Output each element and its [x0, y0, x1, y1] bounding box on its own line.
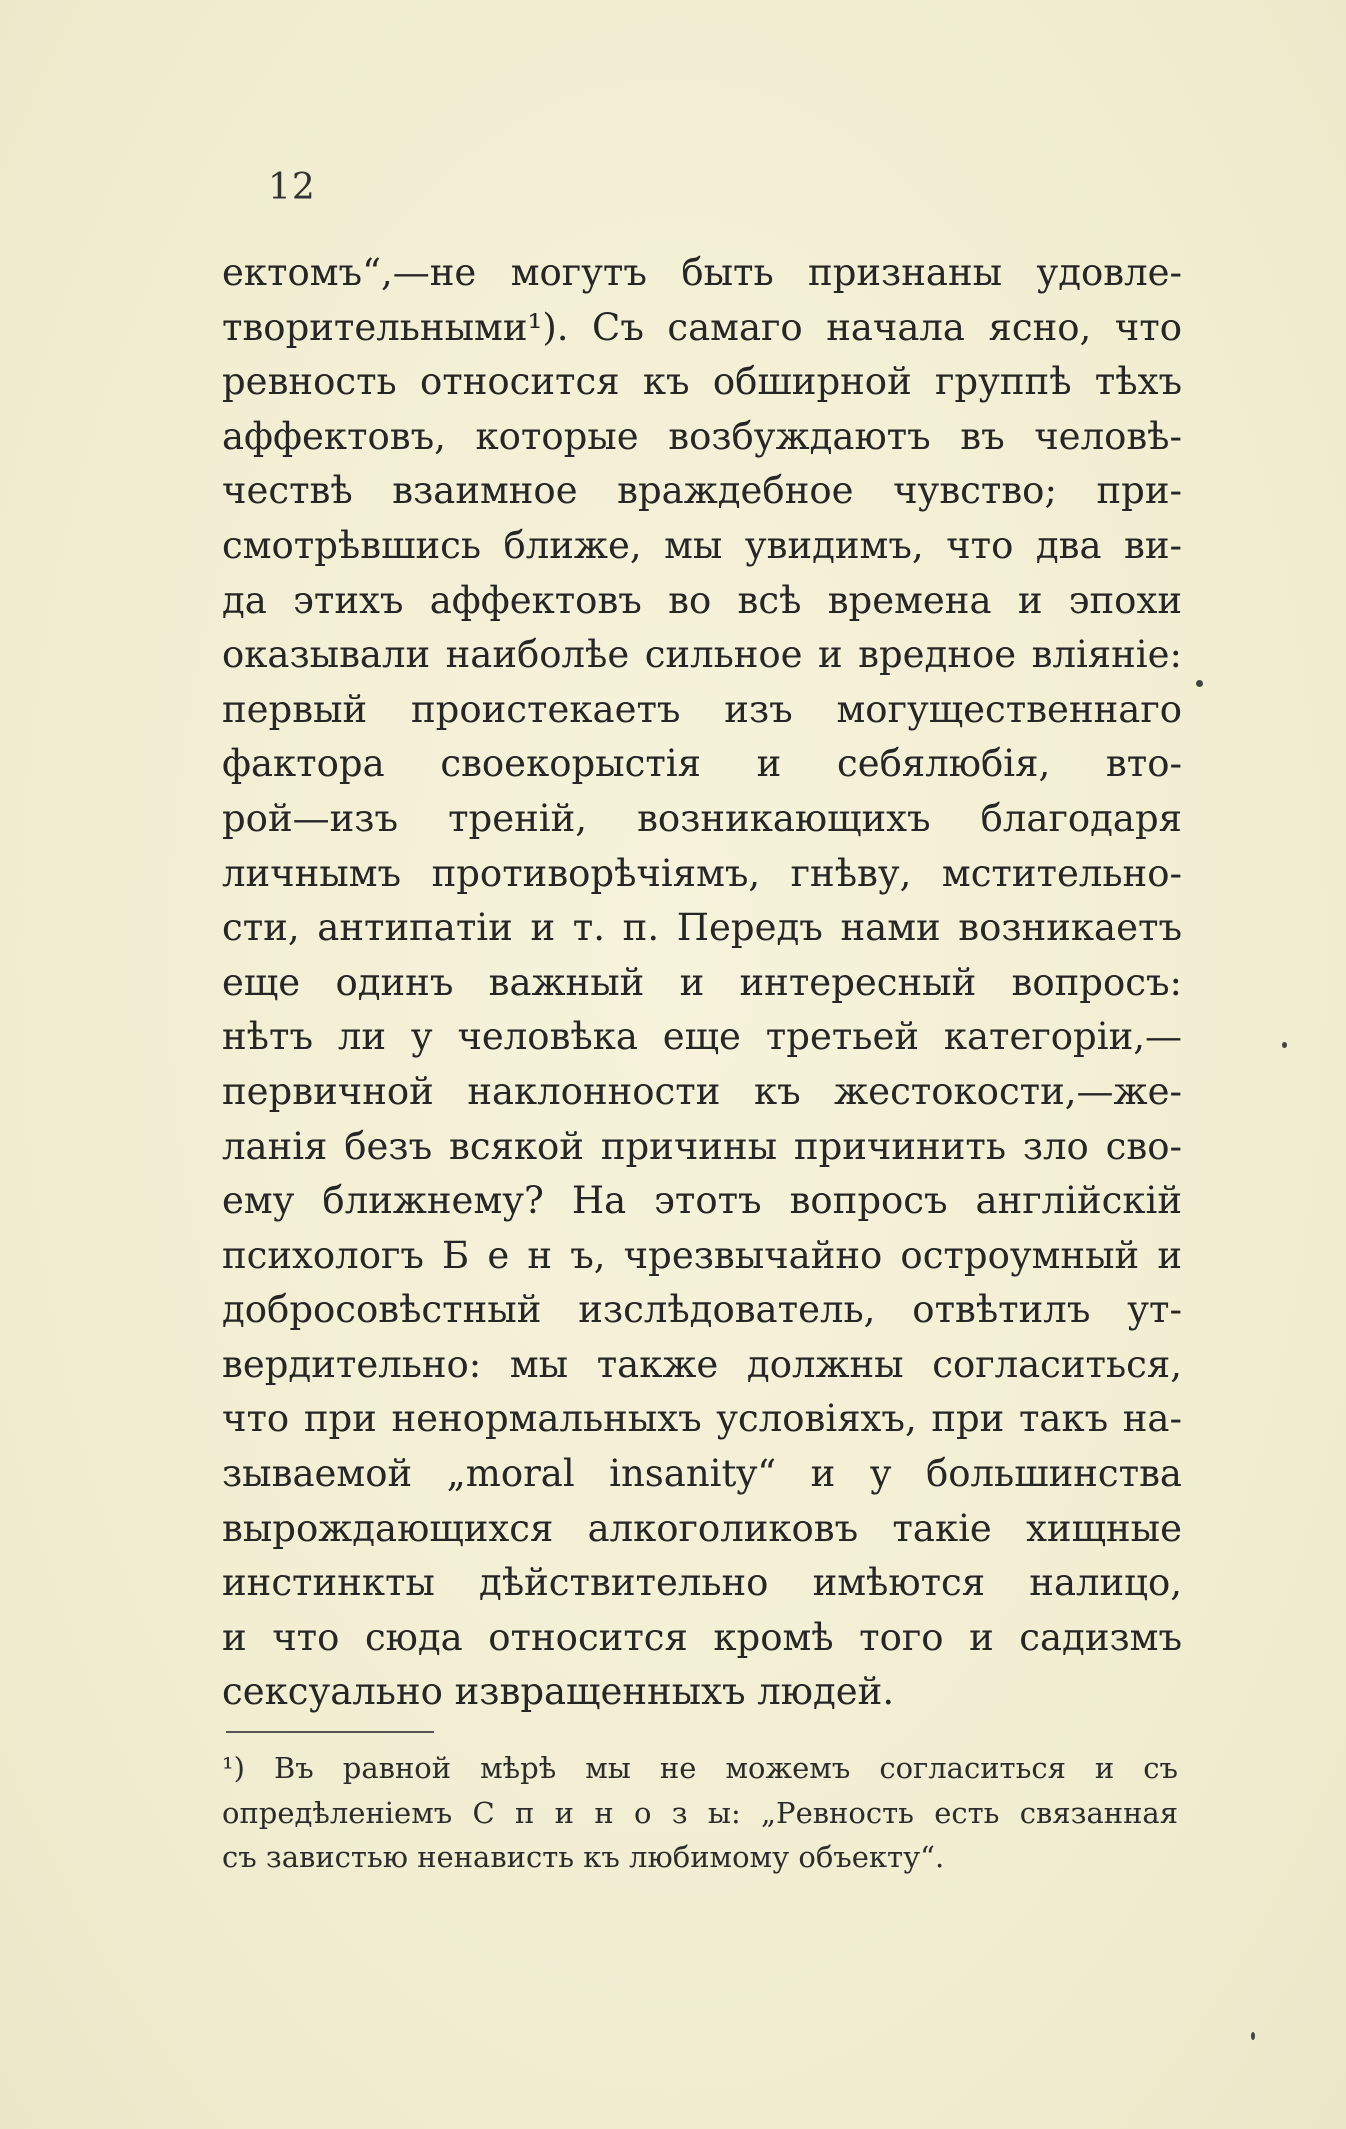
footnote-line: съ завистью ненависть къ любимому объекту“. [222, 1840, 945, 1874]
text-line: оказывали наиболѣе сильное и вредное вліяніе: [222, 633, 1182, 677]
text-line: фактора своекорыстія и себялюбія, вто- [222, 742, 1182, 786]
text-line: вырождающихся алкоголиковъ такіе хищные [222, 1506, 1182, 1550]
text-line: ему ближнему? На этотъ вопросъ англійскій [222, 1179, 1182, 1223]
text-line: сексуально извращенныхъ людей. [222, 1670, 895, 1714]
text-line: аффектовъ, которые возбуждаютъ въ человѣ- [222, 414, 1182, 458]
footnote [222, 1746, 1178, 1880]
ink-speck [1196, 680, 1203, 687]
text-line: первичной наклонности къ жестокости,—же- [222, 1069, 1182, 1113]
ink-speck [1251, 2032, 1255, 2040]
text-line: инстинкты дѣйствительно имѣются налицо, [222, 1561, 1182, 1605]
text-line: нѣтъ ли у человѣка еще третьей категоріи,— [222, 1015, 1182, 1059]
text-line: смотрѣвшись ближе, мы увидимъ, что два ви- [222, 523, 1182, 567]
text-line: сти, антипатіи и т. п. Передъ нами возникаетъ [222, 906, 1182, 950]
text-line: вердительно: мы также должны согласиться, [222, 1342, 1182, 1386]
text-line: и что сюда относится кромѣ того и садизмъ [222, 1615, 1182, 1659]
text-line: еще одинъ важный и интересный вопросъ: [222, 960, 1182, 1004]
text-line: что при ненормальныхъ условіяхъ, при такъ на- [222, 1397, 1182, 1441]
text-line: чествѣ взаимное враждебное чувство; при- [222, 469, 1182, 513]
body-text [222, 246, 1182, 1720]
text-line: добросовѣстный изслѣдователь, отвѣтилъ ут- [222, 1288, 1182, 1332]
text-line: первый проистекаетъ изъ могущественнаго [222, 687, 1182, 731]
text-line: рой—изъ треній, возникающихъ благодаря [222, 796, 1182, 840]
text-line: личнымъ противорѣчіямъ, гнѣву, мстительно- [222, 851, 1182, 895]
page-number: 12 [268, 167, 316, 208]
footnote-line: опредѣленіемъ С п и н о з ы: „Ревность есть связанная [222, 1795, 1178, 1830]
footnote-separator [226, 1731, 434, 1733]
text-line: да этихъ аффектовъ во всѣ времена и эпохи [222, 578, 1182, 622]
text-line: ланія безъ всякой причины причинить зло сво- [222, 1124, 1182, 1168]
text-line: ревность относится къ обширной группѣ тѣхъ [222, 360, 1182, 404]
ink-speck [1282, 1042, 1287, 1048]
text-line: зываемой „moral insanity“ и у большинства [222, 1452, 1182, 1496]
footnote-line: ¹) Въ равной мѣрѣ мы не можемъ согласиться и съ [222, 1751, 1178, 1785]
text-line: ектомъ“,—не могутъ быть признаны удовле- [222, 251, 1182, 294]
text-line: творительными¹). Съ самаго начала ясно, что [222, 305, 1182, 349]
text-line: психологъ Б е н ъ, чрезвычайно остроумный и [222, 1233, 1182, 1277]
